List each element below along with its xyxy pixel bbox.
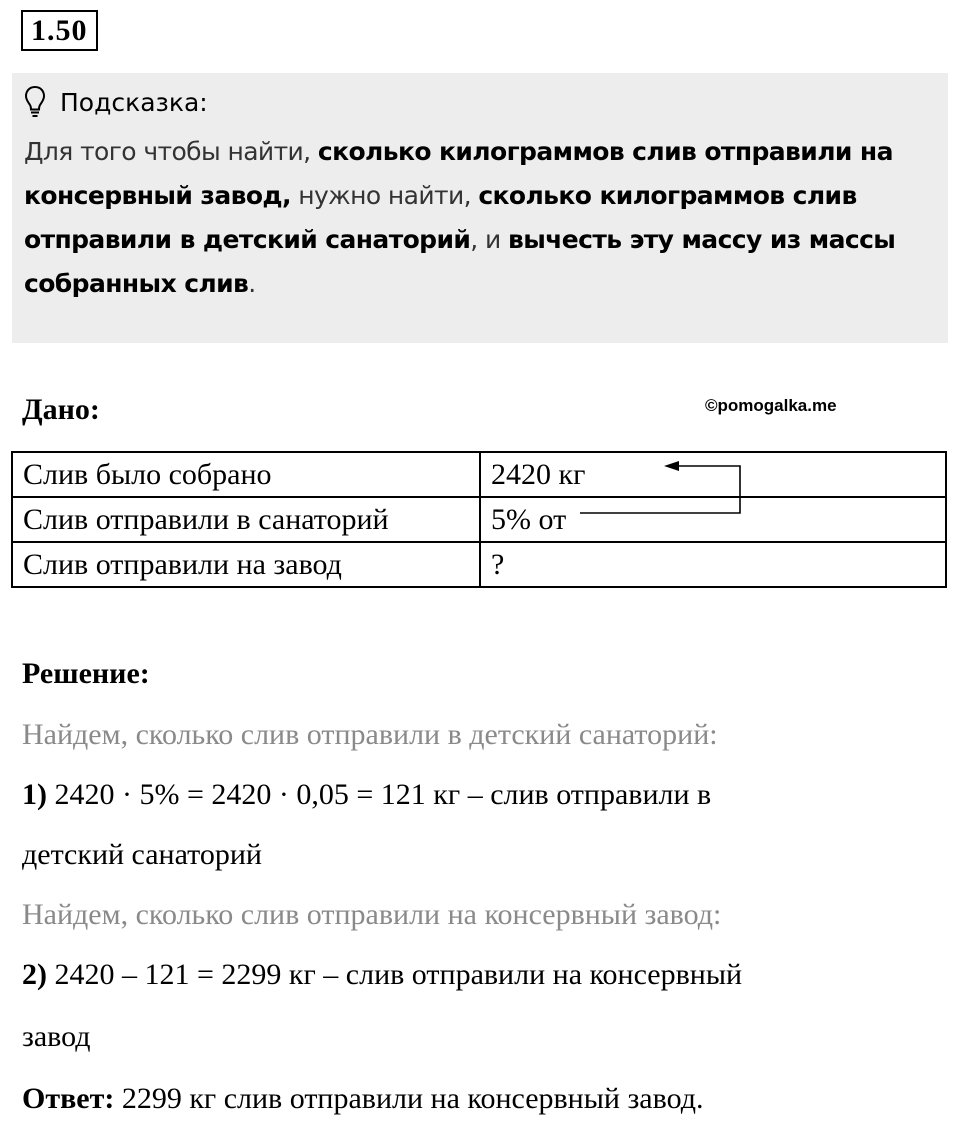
table-row [12,497,946,542]
hint-fragment: , и [470,225,508,254]
task-number: 1.50 [21,10,98,51]
hint-fragment: . [248,269,256,298]
step-number: 1) [22,778,47,811]
given-value: ? [480,542,946,587]
table-row [12,452,946,497]
solution-step [22,958,742,992]
hint-header [24,82,208,122]
given-title: Дано: [22,393,100,426]
given-table [11,451,947,588]
given-label: Слив отправили на завод [12,542,480,587]
given-label: Слив было собрано [12,452,480,497]
answer-label: Ответ: [22,1082,115,1115]
solution-comment: Найдем, сколько слив отправили на консервный завод: [22,898,722,931]
solution-comment: Найдем, сколько слив отправили в детский санаторий: [22,718,718,751]
hint-fragment: нужно найти, [290,181,479,210]
step-number: 2) [22,958,47,991]
reference-arrow [560,450,750,520]
watermark: ©pomogalka.me [705,396,837,415]
hint-emphasis: сколько килограммов слив отправили в детский санаторий [24,181,857,254]
given-value: 2420 кг [480,452,946,497]
hint-text [24,130,934,306]
lightbulb-icon [24,85,46,119]
hint-title: Подсказка: [60,87,208,117]
solution-continuation: завод [22,1020,91,1053]
solution-continuation: детский санаторий [22,838,262,871]
step-text: 2420 · 5% = 2420 · 0,05 = 121 кг – слив отправили в [47,778,712,811]
step-text: 2420 – 121 = 2299 кг – слив отправили на консервный [47,958,743,991]
solution-step [22,778,711,812]
table-row [12,542,946,587]
given-label: Слив отправили в санаторий [12,497,480,542]
hint-emphasis: сколько килограммов слив отправили на консервный завод, [24,137,893,210]
answer-text: 2299 кг слив отправили на консервный завод. [114,1082,704,1115]
given-value: 5% от [480,497,946,542]
solution-title: Решение: [22,657,150,690]
hint-fragment: Для того чтобы найти, [24,137,318,166]
hint-emphasis: вычесть эту массу из массы собранных слив [24,225,896,298]
answer [22,1082,703,1116]
